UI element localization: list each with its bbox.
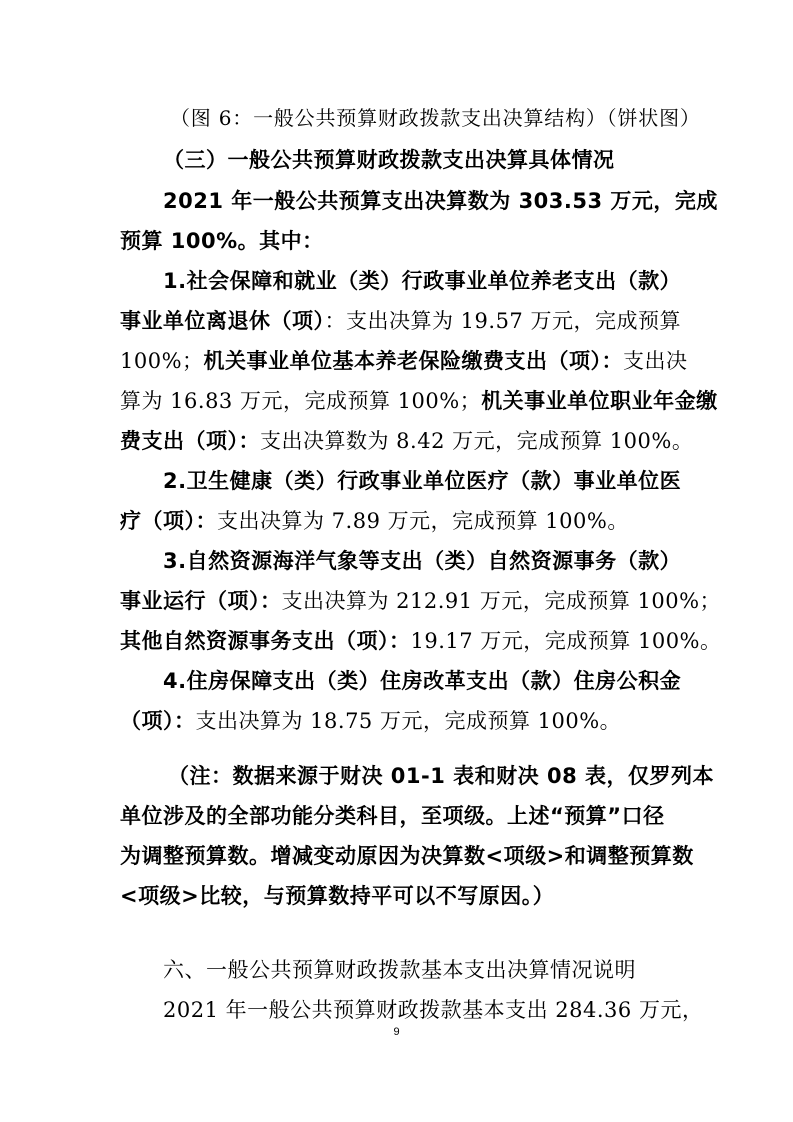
- section-three-heading: （三）一般公共预算财政拨款支出决算具体情况: [163, 148, 615, 172]
- item2-line1: 2.卫生健康（类）行政事业单位医疗（款）事业单位医: [163, 469, 682, 493]
- item4-line2: [120, 706, 621, 736]
- item3-line1: 3.自然资源海洋气象等支出（类）自然资源事务（款）: [163, 549, 682, 573]
- item2-line2-bold: 疗（项）：: [120, 509, 217, 533]
- section-six-text-line1: 2021 年一般公共预算财政拨款基本支出 284.36 万元，: [163, 998, 704, 1022]
- item1-line2-bold: 事业单位离退休（项）: [120, 309, 325, 333]
- item3-line3-bold: 其他自然资源事务支出（项）：: [120, 629, 411, 653]
- item3-line3-normal: 19.17 万元，完成预算 100%。: [410, 629, 722, 653]
- item4-line2-bold: （项）：: [120, 709, 196, 733]
- section-six-heading: 六、一般公共预算财政拨款基本支出决算情况说明: [163, 958, 636, 982]
- note-line2: 单位涉及的全部功能分类科目，至项级。上述“预算”口径: [120, 804, 665, 828]
- item1-line5: [120, 426, 693, 456]
- item3-line2: [120, 586, 721, 616]
- item1-line3: [120, 346, 688, 376]
- item4-line2-normal: 支出决算为 18.75 万元，完成预算 100%。: [195, 709, 622, 733]
- item3-line2-normal: 支出决算为 212.91 万元，完成预算 100%；: [281, 589, 722, 613]
- item1-line3-bold: 机关事业单位基本养老保险缴费支出（项）：: [203, 349, 624, 373]
- item1-line4-bold: 机关事业单位职业年金缴: [481, 389, 718, 413]
- note-line4: <项级>比较，与预算数持平可以不写原因。）: [120, 884, 555, 908]
- item3-line3: [120, 626, 722, 656]
- summary-line-2: 预算 100%。其中：: [120, 229, 324, 253]
- item1-line3-tail: 支出决: [623, 349, 688, 373]
- note-line1: （注：数据来源于财决 01-1 表和财决 08 表，仅罗列本: [168, 764, 715, 788]
- figure-caption: （图 6：一般公共预算财政拨款支出决算结构）（饼状图）: [170, 106, 701, 130]
- item1-line2: [120, 306, 681, 336]
- item1-line4-normal: 算为 16.83 万元，完成预算 100%；: [120, 389, 482, 413]
- item1-line2-normal: ：支出决算为 19.57 万元，完成预算: [324, 309, 681, 333]
- item1-line5-normal: 支出决算数为 8.42 万元，完成预算 100%。: [260, 429, 694, 453]
- summary-line-1: 2021 年一般公共预算支出决算数为 303.53 万元，完成: [163, 189, 718, 213]
- item2-line2-normal: 支出决算为 7.89 万元，完成预算 100%。: [217, 509, 629, 533]
- item1-line5-bold: 费支出（项）：: [120, 429, 260, 453]
- item1-line1: 1.社会保障和就业（类）行政事业单位养老支出（款）: [163, 269, 682, 293]
- page-number: 9: [393, 1026, 400, 1038]
- item1-line4: [120, 386, 718, 416]
- item4-line1: 4.住房保障支出（类）住房改革支出（款）住房公积金: [163, 669, 682, 693]
- item2-line2: [120, 506, 629, 536]
- item3-line2-bold: 事业运行（项）：: [120, 589, 282, 613]
- note-line3: 为调整预算数。增减变动原因为决算数<项级>和调整预算数: [120, 844, 694, 868]
- item1-line3-normal: 100%；: [120, 349, 204, 373]
